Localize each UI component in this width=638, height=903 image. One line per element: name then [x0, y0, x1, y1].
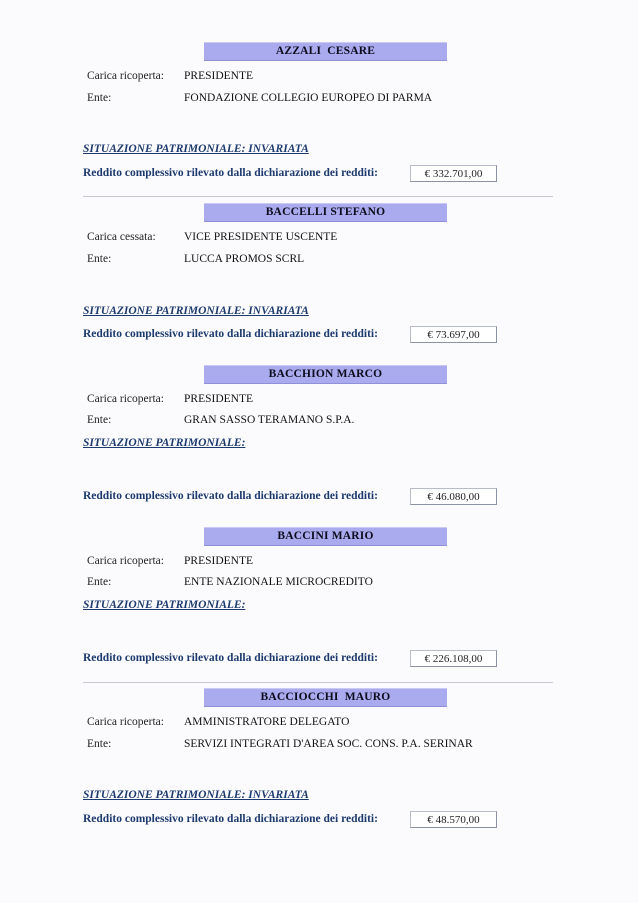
divider-2 — [83, 682, 553, 683]
role-label-1: Carica ricoperta: — [87, 70, 164, 82]
role-value-5: AMMINISTRATORE DELEGATO — [184, 716, 350, 728]
role-label-5: Carica ricoperta: — [87, 716, 164, 728]
reddito-label-2: Reddito complessivo rilevato dalla dichiarazione dei redditi: — [83, 328, 378, 340]
reddito-amount-1: € 332.701,00 — [410, 165, 497, 182]
situazione-3: SITUAZIONE PATRIMONIALE: — [83, 437, 246, 449]
role-value-2: VICE PRESIDENTE USCENTE — [184, 231, 338, 243]
ente-label-2: Ente: — [87, 253, 112, 265]
ente-label-1: Ente: — [87, 92, 112, 104]
role-value-1: PRESIDENTE — [184, 70, 253, 82]
name-header-4: BACCINI MARIO — [204, 527, 447, 546]
reddito-amount-2: € 73.697,00 — [410, 326, 497, 343]
reddito-amount-5: € 48.570,00 — [410, 811, 497, 828]
situazione-1: SITUAZIONE PATRIMONIALE: INVARIATA — [83, 143, 309, 155]
reddito-label-5: Reddito complessivo rilevato dalla dichiarazione dei redditi: — [83, 813, 378, 825]
name-header-5: BACCIOCCHI MAURO — [204, 688, 447, 707]
situazione-2: SITUAZIONE PATRIMONIALE: INVARIATA — [83, 305, 309, 317]
name-header-3: BACCHION MARCO — [204, 365, 447, 384]
divider-1 — [83, 196, 553, 197]
ente-value-4: ENTE NAZIONALE MICROCREDITO — [184, 576, 373, 588]
role-value-3: PRESIDENTE — [184, 393, 253, 405]
reddito-amount-3: € 46.080,00 — [410, 488, 497, 505]
ente-label-3: Ente: — [87, 414, 112, 426]
role-label-2: Carica cessata: — [87, 231, 156, 243]
role-value-4: PRESIDENTE — [184, 555, 253, 567]
ente-label-4: Ente: — [87, 576, 112, 588]
ente-value-1: FONDAZIONE COLLEGIO EUROPEO DI PARMA — [184, 92, 433, 104]
name-header-2: BACCELLI STEFANO — [204, 203, 447, 222]
role-label-3: Carica ricoperta: — [87, 393, 164, 405]
reddito-label-3: Reddito complessivo rilevato dalla dichiarazione dei redditi: — [83, 490, 378, 502]
ente-value-2: LUCCA PROMOS SCRL — [184, 253, 305, 265]
situazione-5: SITUAZIONE PATRIMONIALE: INVARIATA — [83, 789, 309, 801]
situazione-4: SITUAZIONE PATRIMONIALE: — [83, 599, 246, 611]
ente-value-5: SERVIZI INTEGRATI D'AREA SOC. CONS. P.A. SERINAR — [184, 738, 473, 750]
ente-label-5: Ente: — [87, 738, 112, 750]
ente-value-3: GRAN SASSO TERAMANO S.P.A. — [184, 414, 355, 426]
reddito-label-1: Reddito complessivo rilevato dalla dichiarazione dei redditi: — [83, 167, 378, 179]
name-header-1: AZZALI CESARE — [204, 42, 447, 61]
reddito-label-4: Reddito complessivo rilevato dalla dichiarazione dei redditi: — [83, 652, 378, 664]
reddito-amount-4: € 226.108,00 — [410, 650, 497, 667]
role-label-4: Carica ricoperta: — [87, 555, 164, 567]
